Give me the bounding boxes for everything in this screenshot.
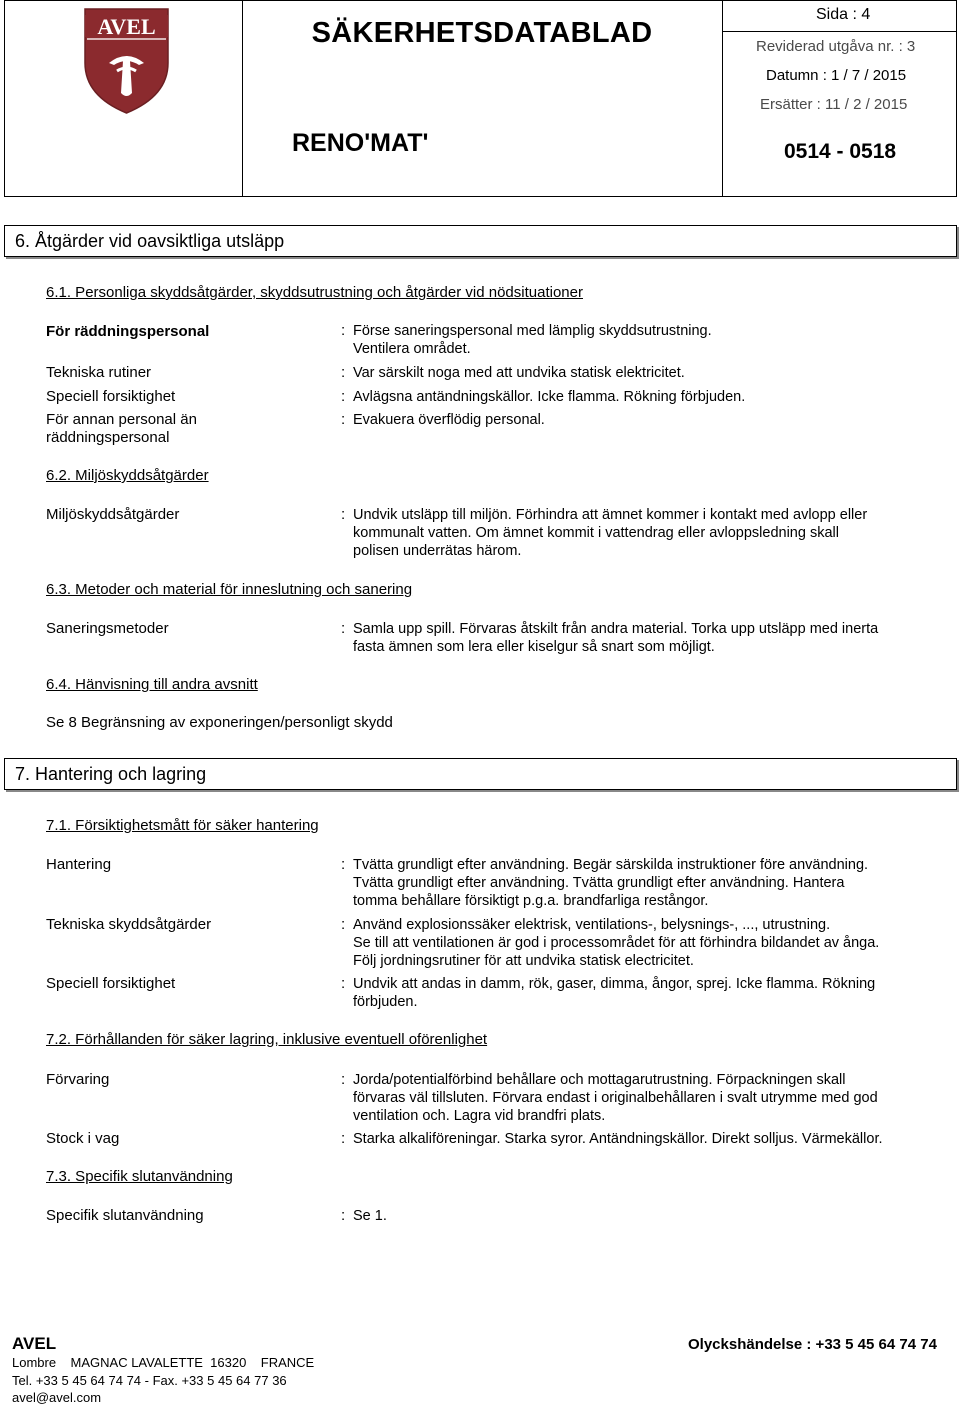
value-line: Tvätta grundligt efter användning. Begär särskilda instruktioner före användning. [353, 857, 869, 873]
label-other-personnel [46, 411, 197, 447]
value-line: Följ jordningsrutiner för att undvika statisk electricitet. [353, 953, 694, 969]
footer-phone: Tel. +33 5 45 64 74 74 - Fax. +33 5 45 64 77 36 [12, 1373, 287, 1388]
colon: : [341, 364, 346, 381]
revision: Reviderad utgåva nr. : 3 [756, 38, 916, 55]
page-number: Sida : 4 [816, 6, 871, 23]
label-special-caution: Speciell forsiktighet [46, 388, 176, 405]
label-rescue-personnel: För räddningspersonal [46, 323, 210, 340]
label-line: räddningspersonal [46, 429, 170, 446]
revision-date: Datumn : 1 / 7 / 2015 [766, 67, 907, 84]
value-special-caution: Avlägsna antändningskällor. Icke flamma. Rökning förbjuden. [353, 389, 746, 405]
colon: : [341, 975, 346, 992]
section-6-title: 6. Åtgärder vid oavsiktliga utsläpp [15, 231, 285, 251]
value-technical-measures [353, 916, 879, 970]
document-title: SÄKERHETSDATABLAD [311, 17, 653, 49]
value-line: Ventilera området. [353, 341, 471, 357]
subsection-7-1-title: 7.1. Försiktighetsmått för säker hantering [46, 817, 319, 834]
value-storage [353, 1071, 878, 1125]
value-line: Undvik att andas in damm, rök, gaser, dimma, ångor, sprej. Icke flamma. Rökning [353, 976, 876, 992]
label-environmental: Miljöskyddsåtgärder [46, 506, 180, 523]
subsection-6-1-title: 6.1. Personliga skyddsåtgärder, skyddsutrustning och åtgärder vid nödsituationer [46, 284, 583, 301]
value-line: Använd explosionssäker elektrisk, ventilations-, belysnings-, ..., utrustning. [353, 917, 831, 933]
value-stock: Starka alkaliföreningar. Starka syror. Antändningskällor. Direkt solljus. Värmekällor. [353, 1131, 883, 1147]
label-technical-routines: Tekniska rutiner [46, 364, 152, 381]
subsection-7-2-title: 7.2. Förhållanden för säker lagring, inklusive eventuell oförenlighet [46, 1031, 488, 1048]
section-6-bar [4, 225, 957, 257]
value-line: kommunalt vatten. Om ämnet kommit i vattendrag eller avloppsledning skall [353, 525, 839, 541]
value-environmental [353, 506, 867, 560]
label-line: För annan personal än [46, 411, 197, 428]
footer-address: Lombre MAGNAC LAVALETTE 16320 FRANCE [12, 1355, 315, 1370]
value-line: tomma behållare försiktigt p.g.a. brandfarliga restångor. [353, 893, 709, 909]
logo-cell [5, 1, 243, 196]
label-technical-measures: Tekniska skyddsåtgärder [46, 916, 212, 933]
value-technical-routines: Var särskilt noga med att undvika statisk elektricitet. [353, 365, 685, 381]
label-handling: Hantering [46, 856, 112, 873]
replaces-date: Ersätter : 11 / 2 / 2015 [760, 96, 908, 113]
footer-email[interactable]: avel@avel.com [12, 1390, 102, 1405]
avel-shield-logo [5, 1, 242, 196]
section-7-title: 7. Hantering och lagring [15, 764, 207, 784]
value-line: förbjuden. [353, 994, 418, 1010]
value-line: ventilation och. Lagra vid brandfri plats. [353, 1108, 606, 1124]
logo-text: AVEL [97, 14, 156, 39]
label-storage: Förvaring [46, 1071, 110, 1088]
subsection-7-3-title: 7.3. Specifik slutanvändning [46, 1168, 233, 1185]
footer-accident-phone: Olyckshändelse : +33 5 45 64 74 74 [688, 1336, 937, 1353]
label-cleanup-methods: Saneringsmetoder [46, 620, 169, 637]
header-box [4, 0, 957, 197]
page-row [722, 1, 956, 32]
colon: : [341, 856, 346, 873]
info-cell [722, 1, 956, 196]
subsection-6-3-title: 6.3. Metoder och material för inneslutning och sanering [46, 581, 413, 598]
subsection-6-2-title: 6.2. Miljöskyddsåtgärder [46, 467, 209, 484]
colon: : [341, 388, 346, 405]
section-7-bar [4, 758, 957, 790]
value-line: fasta ämnen som lera eller kiselgur så snart som möjligt. [353, 639, 715, 655]
value-cleanup-methods [353, 620, 878, 656]
footer-company: AVEL [12, 1334, 57, 1353]
value-line: Förse saneringspersonal med lämplig skyddsutrustning. [353, 323, 712, 339]
label-specific-end-use: Specifik slutanvändning [46, 1207, 204, 1224]
value-rescue-personnel [353, 322, 712, 358]
colon: : [341, 411, 346, 428]
product-name: RENO'MAT' [292, 129, 429, 157]
value-line: polisen underrätas härom. [353, 543, 522, 559]
colon: : [341, 506, 346, 523]
value-line: Undvik utsläpp till miljön. Förhindra att ämnet kommer i kontakt med avlopp eller [353, 507, 868, 523]
value-line: Jorda/potentialförbind behållare och mottagarutrustning. Förpackningen skall [353, 1072, 846, 1088]
value-specific-end-use: Se 1. [353, 1208, 387, 1224]
colon: : [341, 322, 346, 339]
subsection-6-4-title: 6.4. Hänvisning till andra avsnitt [46, 676, 258, 693]
product-code: 0514 - 0518 [784, 140, 897, 163]
colon: : [341, 1130, 346, 1147]
reference-text: Se 8 Begränsning av exponeringen/personligt skydd [46, 714, 393, 731]
label-special-caution-7: Speciell forsiktighet [46, 975, 176, 992]
colon: : [341, 620, 346, 637]
value-line: Se till att ventilationen är god i processområdet för att förhindra bildandet av ånga. [353, 935, 880, 951]
colon: : [341, 916, 346, 933]
colon: : [341, 1071, 346, 1088]
label-stock: Stock i vag [46, 1130, 120, 1147]
value-special-caution-7 [353, 975, 875, 1011]
colon: : [341, 1207, 346, 1224]
value-line: Tvätta grundligt efter användning. Tvätta grundligt efter användning. Hantera [353, 875, 845, 891]
value-other-personnel: Evakuera överflödig personal. [353, 412, 545, 428]
value-handling [353, 856, 868, 910]
value-line: Samla upp spill. Förvaras åtskilt från andra material. Torka upp utsläpp med inerta [353, 621, 879, 637]
title-cell [242, 1, 723, 196]
value-line: förvaras väl tillsluten. Förvara endast i originalbehållaren i svalt utrymme med god [353, 1090, 878, 1106]
